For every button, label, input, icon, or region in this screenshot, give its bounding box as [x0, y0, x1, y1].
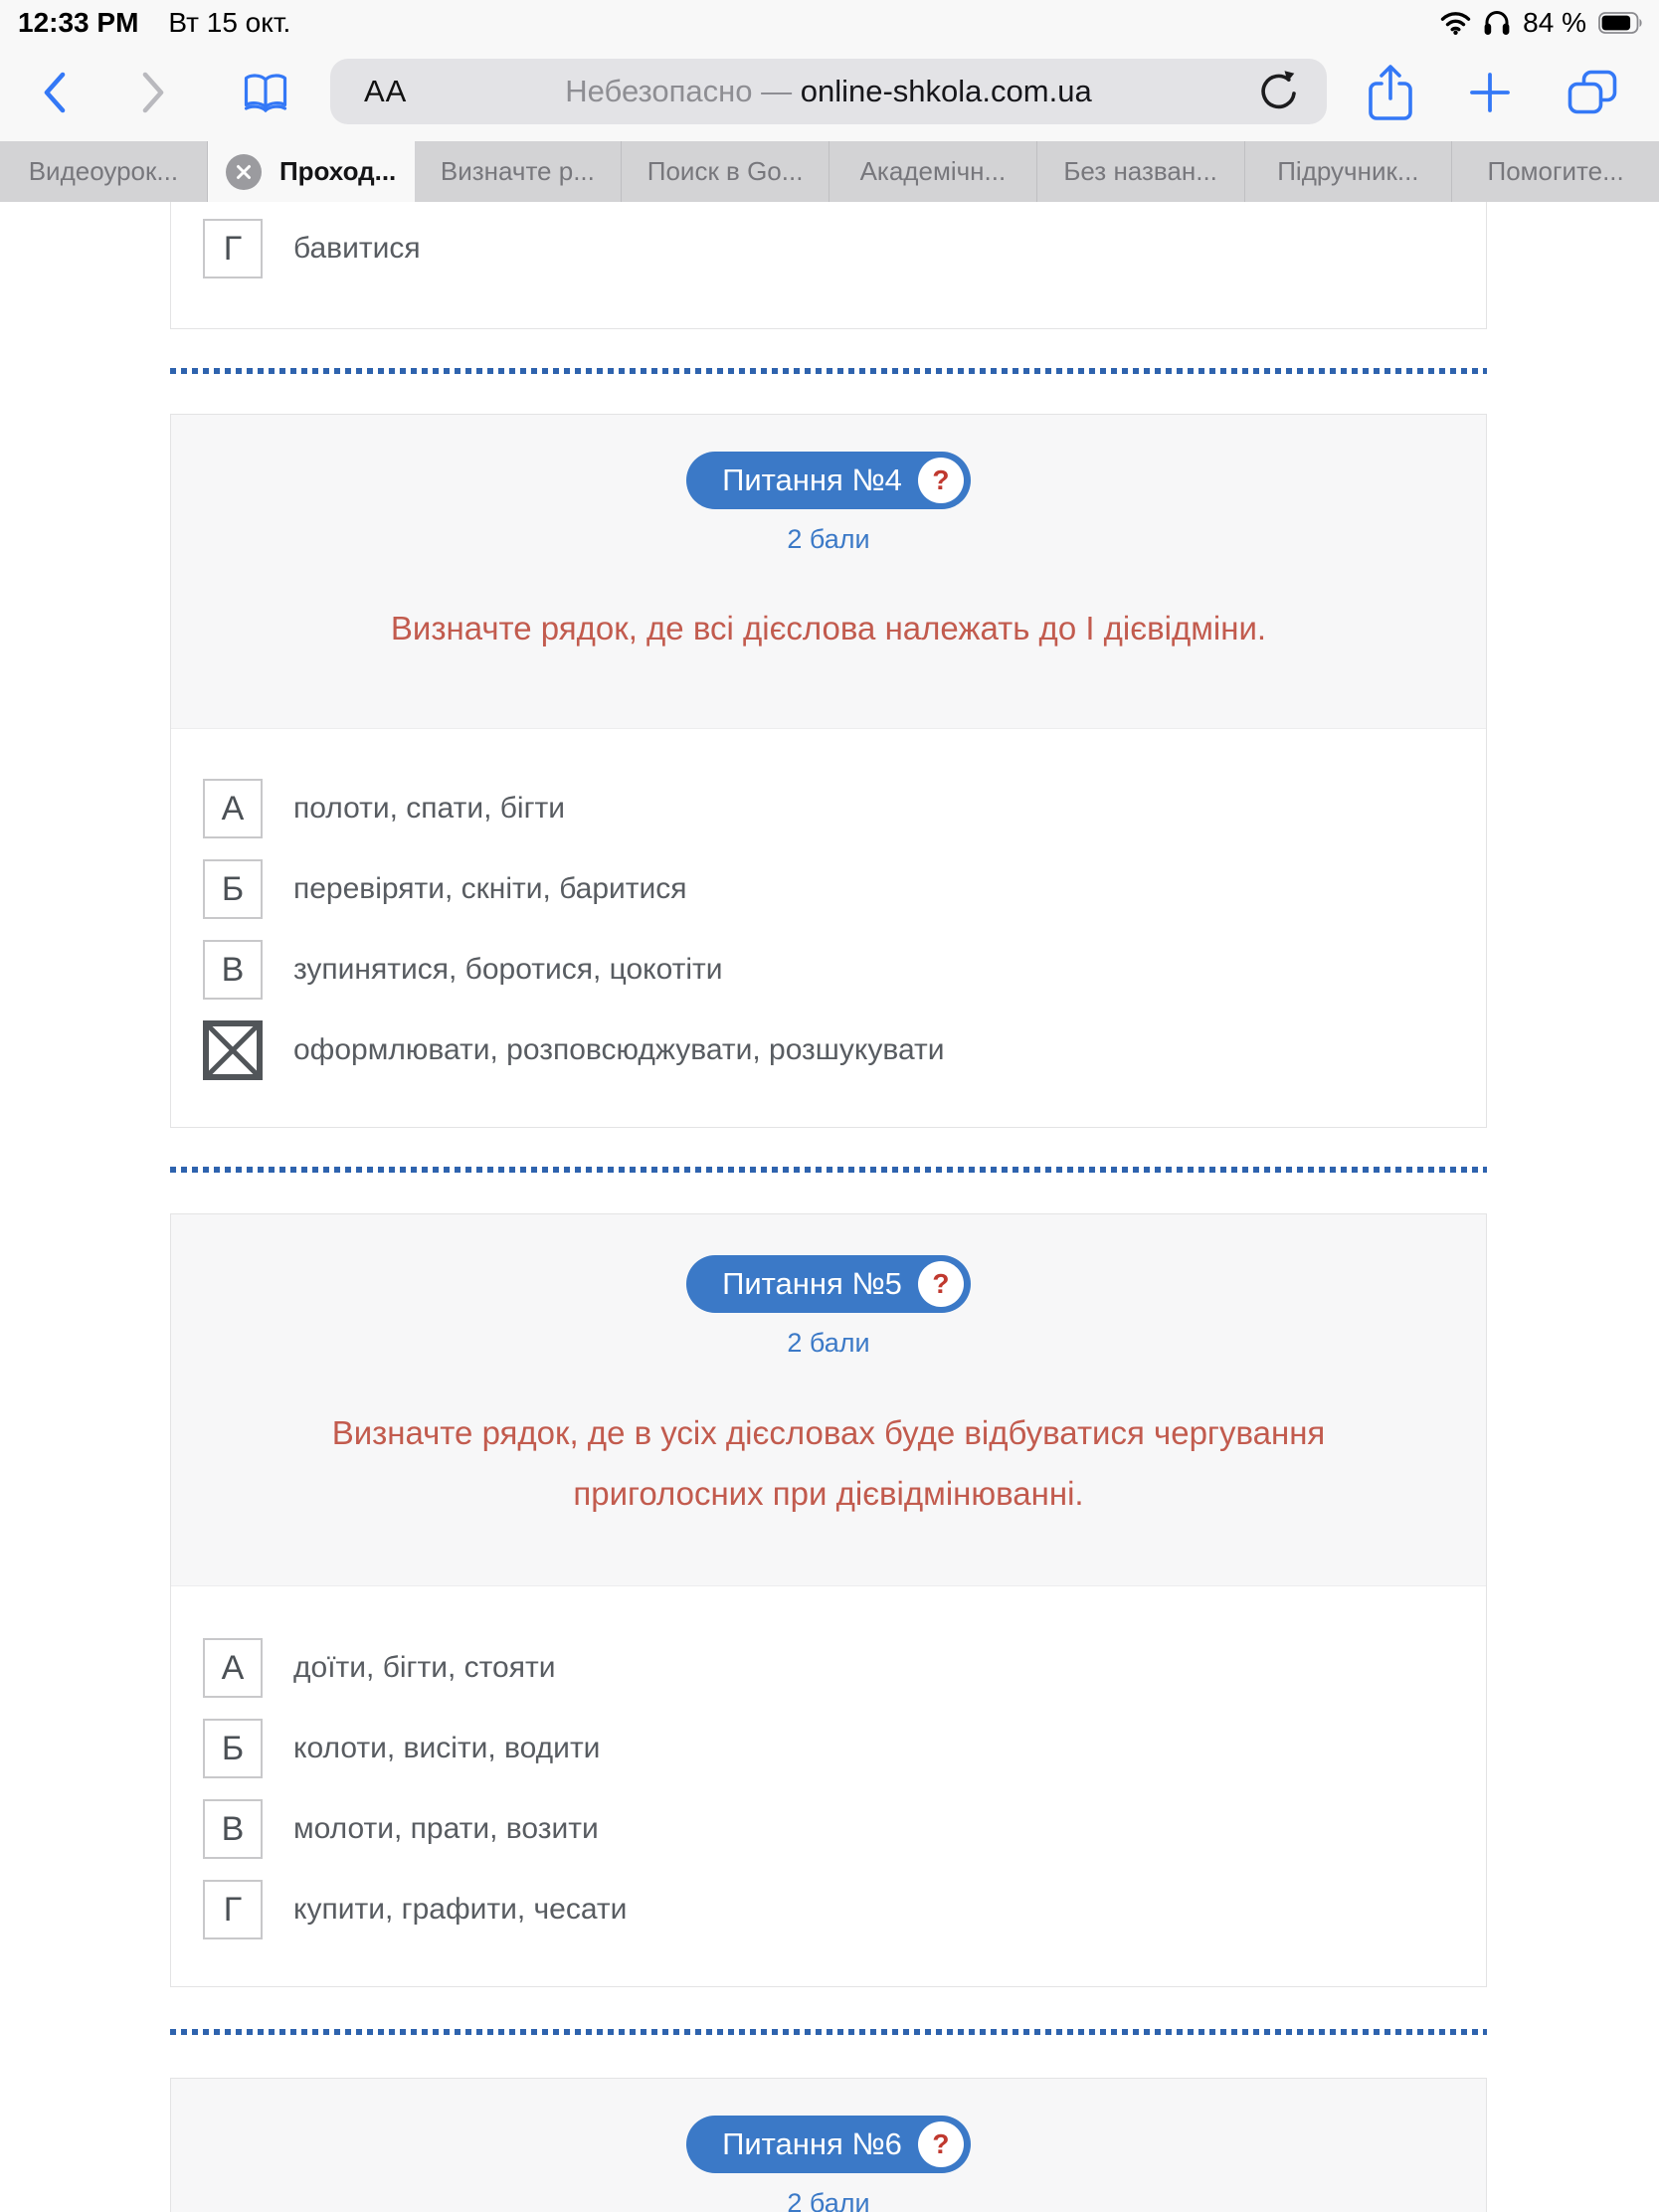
help-button[interactable]: ? — [918, 458, 964, 503]
date-label: Вт 15 окт. — [168, 6, 291, 38]
question-header — [171, 2079, 1486, 2212]
question-header — [171, 1214, 1486, 1586]
dotted-separator — [170, 2029, 1487, 2035]
quiz-page — [0, 202, 1659, 2212]
dotted-separator — [170, 1167, 1487, 1173]
option-letter-box[interactable]: В — [203, 940, 263, 1000]
reload-icon — [1257, 68, 1301, 115]
browser-tab[interactable] — [415, 141, 623, 202]
wifi-icon — [1440, 11, 1471, 35]
checked-option-box[interactable] — [203, 1020, 263, 1080]
browser-tab[interactable] — [1452, 141, 1659, 202]
option-label: полоти, спати, бігти — [293, 792, 566, 825]
points-label: 2 бали — [787, 524, 870, 554]
page-domain-label: online-shkola.com.ua — [800, 74, 1092, 108]
reload-button[interactable] — [1257, 68, 1301, 115]
status-right — [1440, 7, 1643, 39]
show-tabs-button[interactable] — [1567, 70, 1617, 115]
reader-button[interactable]: АА — [364, 74, 408, 108]
option-row[interactable] — [203, 859, 1486, 919]
option-letter-box[interactable]: В — [203, 1799, 263, 1859]
new-tab-button[interactable] — [1467, 70, 1513, 115]
share-button[interactable] — [1367, 63, 1414, 122]
option-label: молоти, прати, возити — [293, 1812, 599, 1845]
clock-label: 12:33 PM — [18, 6, 139, 38]
question-badge-label: Питання №5 — [722, 1266, 902, 1301]
safari-toolbar — [0, 43, 1659, 141]
browser-tab[interactable] — [830, 141, 1037, 202]
points-label: 2 бали — [787, 2188, 870, 2212]
status-bar — [0, 0, 1659, 43]
option-label: колоти, висіти, водити — [293, 1732, 601, 1764]
help-button[interactable]: ? — [918, 2121, 964, 2167]
browser-tab-active[interactable] — [208, 141, 415, 202]
plus-icon — [1467, 70, 1513, 115]
question-card — [170, 414, 1487, 1128]
status-left — [18, 7, 290, 39]
tabs-overview-icon — [1567, 70, 1617, 115]
dotted-separator — [170, 368, 1487, 374]
question-badge-label: Питання №6 — [722, 2126, 902, 2161]
tab-close-button[interactable] — [226, 154, 262, 190]
option-label: доїти, бігти, стояти — [293, 1651, 556, 1684]
close-icon — [236, 164, 252, 180]
browser-tab[interactable] — [0, 141, 208, 202]
tab-label: Проход... — [278, 156, 397, 186]
option-row[interactable] — [203, 219, 1486, 278]
book-icon — [242, 72, 289, 113]
question-card-partial — [170, 202, 1487, 329]
question-badge — [686, 452, 971, 509]
tab-label: Підручник... — [1277, 156, 1419, 186]
options-list — [171, 729, 1486, 1127]
option-letter-box[interactable]: Б — [203, 1719, 263, 1778]
question-badge-label: Питання №4 — [722, 462, 902, 497]
points-label: 2 бали — [787, 1328, 870, 1358]
question-card — [170, 1213, 1487, 1987]
option-letter-box[interactable]: А — [203, 779, 263, 838]
address-bar[interactable] — [330, 59, 1327, 124]
tab-label: Визначте р... — [440, 156, 595, 186]
option-row[interactable] — [203, 1880, 1486, 1939]
battery-icon — [1598, 12, 1643, 34]
back-button[interactable] — [40, 70, 68, 115]
tab-label: Поиск в Go... — [646, 156, 804, 186]
bookmarks-button[interactable] — [242, 72, 289, 113]
chevron-left-icon — [40, 70, 68, 115]
x-mark-icon — [209, 1026, 257, 1074]
option-label: бавитися — [293, 232, 421, 265]
option-letter-box[interactable]: А — [203, 1638, 263, 1698]
option-row[interactable] — [203, 1799, 1486, 1859]
share-icon — [1367, 63, 1414, 122]
question-text: Визначте рядок, де в усіх дієсловах буде відбуватися чергування приголосних при дієвідмінюванні. — [331, 1414, 1326, 1512]
options-list — [171, 1586, 1486, 1986]
option-row[interactable] — [203, 779, 1486, 838]
question-text: Визначте рядок, де всі дієслова належать до І дієвідміни. — [390, 610, 1267, 646]
page-title — [330, 74, 1327, 109]
option-label: оформлювати, розповсюджувати, розшукувати — [293, 1033, 945, 1066]
battery-percent-label: 84 % — [1523, 6, 1586, 38]
option-letter-box[interactable]: Г — [203, 219, 263, 278]
browser-tab[interactable] — [1245, 141, 1453, 202]
option-row[interactable] — [203, 1719, 1486, 1778]
forward-button[interactable] — [140, 70, 168, 115]
tab-label: Академічн... — [859, 156, 1007, 186]
question-badge — [686, 2116, 971, 2173]
chevron-right-icon — [140, 70, 168, 115]
tab-bar — [0, 141, 1659, 202]
question-header — [171, 415, 1486, 729]
browser-tab[interactable] — [622, 141, 830, 202]
tab-label: Видеоурок... — [28, 156, 179, 186]
tab-label: Помогите... — [1487, 156, 1624, 186]
option-label: купити, графити, чесати — [293, 1893, 628, 1926]
option-letter-box[interactable]: Г — [203, 1880, 263, 1939]
option-row-selected[interactable] — [203, 1020, 1486, 1080]
option-row[interactable] — [203, 1638, 1486, 1698]
option-row[interactable] — [203, 940, 1486, 1000]
headphones-icon — [1483, 9, 1511, 36]
page-security-label: Небезопасно — — [565, 74, 801, 108]
question-badge — [686, 1255, 971, 1313]
help-button[interactable]: ? — [918, 1261, 964, 1307]
option-letter-box[interactable]: Б — [203, 859, 263, 919]
browser-tab[interactable] — [1037, 141, 1245, 202]
option-label: перевіряти, скніти, баритися — [293, 872, 687, 905]
option-label: зупинятися, боротися, цокотіти — [293, 953, 723, 986]
question-card-partial-bottom — [170, 2078, 1487, 2212]
tab-label: Без назван... — [1063, 156, 1217, 186]
